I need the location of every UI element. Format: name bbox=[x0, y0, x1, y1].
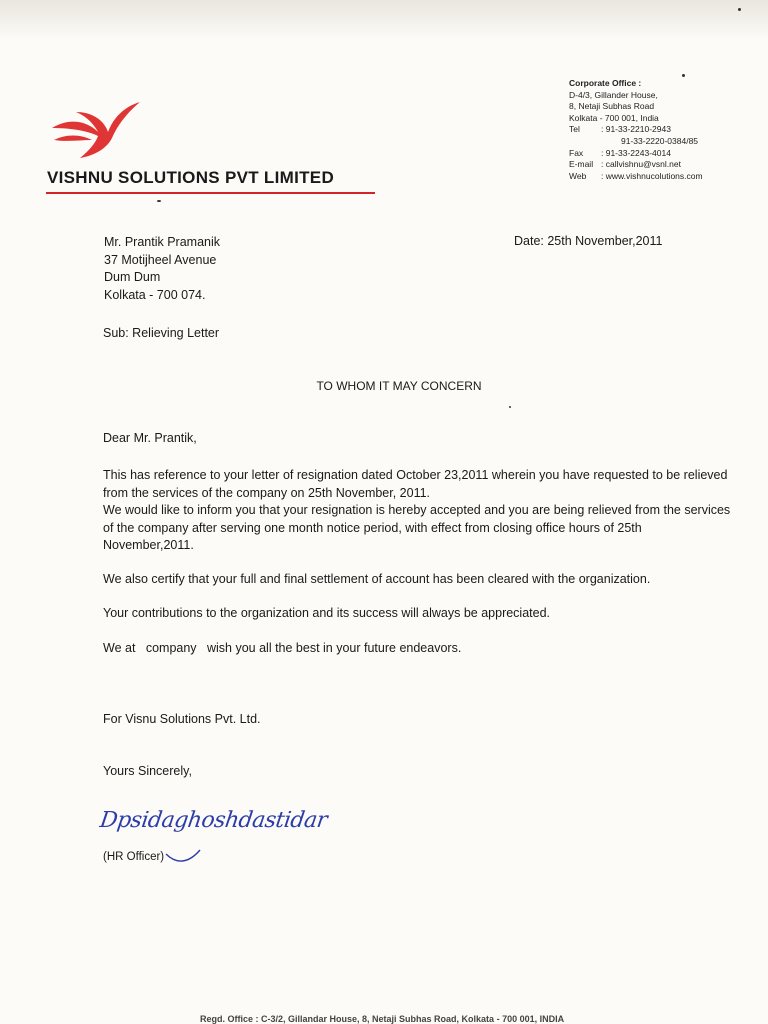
recipient-city: Kolkata - 700 074. bbox=[104, 287, 206, 302]
tel-label: Tel bbox=[569, 124, 580, 135]
fax-value: : 91-33-2243-4014 bbox=[601, 147, 671, 158]
tel-value-2: 91-33-2220-0384/85 bbox=[621, 135, 699, 146]
closing: Yours Sincerely, bbox=[103, 764, 192, 778]
scan-speck bbox=[509, 406, 511, 408]
bird-logo-icon bbox=[46, 98, 146, 168]
letter-subject: Sub: Relieving Letter bbox=[103, 326, 220, 340]
letter-date: Date: 25th November,2011 bbox=[514, 234, 663, 248]
recipient-name: Mr. Prantik Pramanik bbox=[104, 235, 221, 249]
greeting: Dear Mr. Prantik, bbox=[103, 431, 197, 445]
office-line-2: 8, Netaji Subhas Road bbox=[569, 101, 655, 112]
tel-row bbox=[569, 124, 703, 136]
web-row bbox=[569, 171, 703, 183]
signatory-title: (HR Officer) bbox=[103, 851, 165, 863]
tel-value-1: : 91-33-2210-2943 bbox=[601, 124, 671, 135]
letter-heading: TO WHOM IT MAY CONCERN bbox=[316, 379, 482, 393]
email-row bbox=[569, 159, 703, 171]
signature-text: Dpsidaghoshdastidar bbox=[98, 808, 329, 833]
scan-speck bbox=[738, 8, 741, 11]
recipient-address bbox=[104, 234, 220, 304]
company-name: VISHNU SOLUTIONS PVT LIMITED bbox=[47, 168, 335, 187]
fax-label: Fax bbox=[569, 147, 584, 158]
company-underline bbox=[46, 192, 375, 194]
recipient-area: Dum Dum bbox=[104, 270, 161, 284]
paragraph-resignation-b: We would like to inform you that your resignation is hereby accepted and you are being relieved from the services of the company after serving one month notice period, with effect from closing office hours of 25th November,2011. bbox=[103, 503, 731, 552]
recipient-street: 37 Motijheel Avenue bbox=[104, 252, 217, 267]
scan-edge bbox=[0, 0, 768, 38]
office-line-1: D-4/3, Gillander House, bbox=[569, 89, 658, 100]
fax-row bbox=[569, 148, 703, 160]
email-label: E-mail bbox=[569, 159, 594, 170]
paragraph-resignation bbox=[103, 467, 733, 555]
paragraph-wishes: We at company wish you all the best in your future endeavors. bbox=[103, 641, 462, 655]
scan-speck bbox=[682, 74, 685, 77]
registered-office-footer: Regd. Office : C-3/2, Gillandar House, 8, Netaji Subhas Road, Kolkata - 700 001, INDIA bbox=[200, 1014, 565, 1024]
paragraph-appreciation: Your contributions to the organization and its success will always be appreciated. bbox=[103, 606, 551, 620]
paragraph-settlement: We also certify that your full and final settlement of account has been cleared with the organization. bbox=[103, 572, 651, 586]
office-line-3: Kolkata - 700 001, India bbox=[569, 112, 659, 123]
corporate-office-block bbox=[569, 78, 703, 182]
web-label: Web bbox=[569, 170, 587, 181]
paragraph-resignation-a: This has reference to your letter of resignation dated October 23,2011 wherein you have requested to be relieved from the services of the company on 25th November, 2011. bbox=[103, 468, 728, 500]
scan-speck bbox=[157, 200, 161, 202]
web-value: : www.vishnucolutions.com bbox=[601, 170, 703, 181]
company-signoff: For Visnu Solutions Pvt. Ltd. bbox=[103, 712, 261, 726]
email-value: : callvishnu@vsnl.net bbox=[601, 159, 681, 170]
office-heading: Corporate Office : bbox=[569, 78, 642, 88]
